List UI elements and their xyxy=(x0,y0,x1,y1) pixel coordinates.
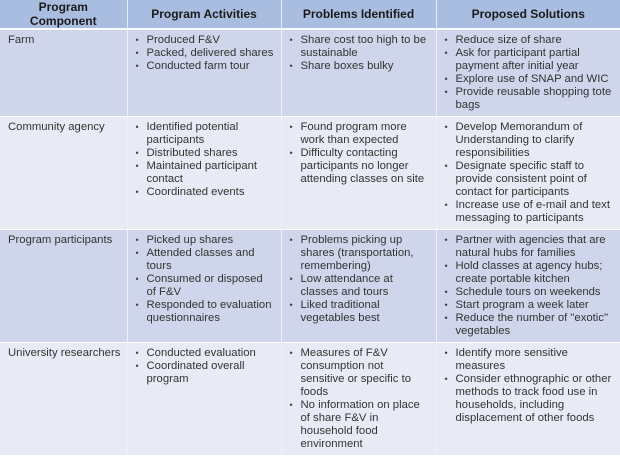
list-item: • Measures of F&V consumption not sensitive or specific to foods xyxy=(288,347,430,399)
header-program-component: Program Component xyxy=(0,0,127,29)
table-row-program-participants xyxy=(0,230,620,343)
problems-list xyxy=(288,121,430,186)
solutions-list xyxy=(443,121,615,225)
component-cell: Program participants xyxy=(0,230,127,343)
list-item: • Share cost too high to be sustainable xyxy=(288,34,430,60)
list-item: • Packed, delivered shares xyxy=(134,47,275,60)
activities-cell xyxy=(127,343,281,456)
activities-list xyxy=(134,234,275,325)
list-item: • Share boxes bulky xyxy=(288,60,430,73)
list-item: • Start program a week later xyxy=(443,299,615,312)
problems-list xyxy=(288,234,430,325)
header-problems-identified: Problems Identified xyxy=(281,0,436,29)
list-item: • Low attendance at classes and tours xyxy=(288,273,430,299)
list-item: • Reduce size of share xyxy=(443,34,615,47)
solutions-cell xyxy=(436,117,620,230)
component-cell: University researchers xyxy=(0,343,127,456)
header-program-activities: Program Activities xyxy=(127,0,281,29)
list-item: • Coordinated overall program xyxy=(134,360,275,386)
table-row-university-researchers xyxy=(0,343,620,456)
list-item: • Designate specific staff to provide consistent point of contact for participants xyxy=(443,160,615,199)
solutions-cell xyxy=(436,343,620,456)
list-item: • Develop Memorandum of Understanding to clarify responsibilities xyxy=(443,121,615,160)
list-item: • Conducted farm tour xyxy=(134,60,275,73)
list-item: • Consumed or disposed of F&V xyxy=(134,273,275,299)
table-row-farm xyxy=(0,29,620,117)
solutions-list xyxy=(443,234,615,338)
list-item: • Liked traditional vegetables best xyxy=(288,299,430,325)
list-item: • Schedule tours on weekends xyxy=(443,286,615,299)
problems-list xyxy=(288,34,430,73)
list-item: • Distributed shares xyxy=(134,147,275,160)
list-item: • Produced F&V xyxy=(134,34,275,47)
list-item: • Consider ethnographic or other methods to track food use in households, including displacement of other foods xyxy=(443,373,615,425)
activities-cell xyxy=(127,230,281,343)
solutions-cell xyxy=(436,230,620,343)
activities-cell xyxy=(127,29,281,117)
solutions-cell xyxy=(436,29,620,117)
problems-list xyxy=(288,347,430,451)
solutions-list xyxy=(443,347,615,425)
component-cell: Farm xyxy=(0,29,127,117)
list-item: • Reduce the number of "exotic" vegetables xyxy=(443,312,615,338)
solutions-list xyxy=(443,34,615,112)
problems-cell xyxy=(281,117,436,230)
list-item: • Maintained participant contact xyxy=(134,160,275,186)
list-item: • Picked up shares xyxy=(134,234,275,247)
header-proposed-solutions: Proposed Solutions xyxy=(436,0,620,29)
list-item: • Provide reusable shopping tote bags xyxy=(443,86,615,112)
list-item: • Problems picking up shares (transportation, remembering) xyxy=(288,234,430,273)
header-row xyxy=(0,0,620,29)
list-item: • Coordinated events xyxy=(134,186,275,199)
list-item: • Found program more work than expected xyxy=(288,121,430,147)
list-item: • Identified potential participants xyxy=(134,121,275,147)
list-item: • Attended classes and tours xyxy=(134,247,275,273)
activities-list xyxy=(134,34,275,73)
list-item: • Explore use of SNAP and WIC xyxy=(443,73,615,86)
list-item: • No information on place of share F&V in household food environment xyxy=(288,399,430,451)
table-row-community-agency xyxy=(0,117,620,230)
list-item: • Conducted evaluation xyxy=(134,347,275,360)
list-item: • Identify more sensitive measures xyxy=(443,347,615,373)
activities-cell xyxy=(127,117,281,230)
list-item: • Responded to evaluation questionnaires xyxy=(134,299,275,325)
list-item: • Partner with agencies that are natural hubs for families xyxy=(443,234,615,260)
list-item: • Increase use of e-mail and text messaging to participants xyxy=(443,199,615,225)
problems-cell xyxy=(281,343,436,456)
component-cell: Community agency xyxy=(0,117,127,230)
list-item: • Difficulty contacting participants no longer attending classes on site xyxy=(288,147,430,186)
activities-list xyxy=(134,347,275,386)
problems-cell xyxy=(281,29,436,117)
problems-cell xyxy=(281,230,436,343)
list-item: • Hold classes at agency hubs; create portable kitchen xyxy=(443,260,615,286)
activities-list xyxy=(134,121,275,199)
list-item: • Ask for participant partial payment after initial year xyxy=(443,47,615,73)
